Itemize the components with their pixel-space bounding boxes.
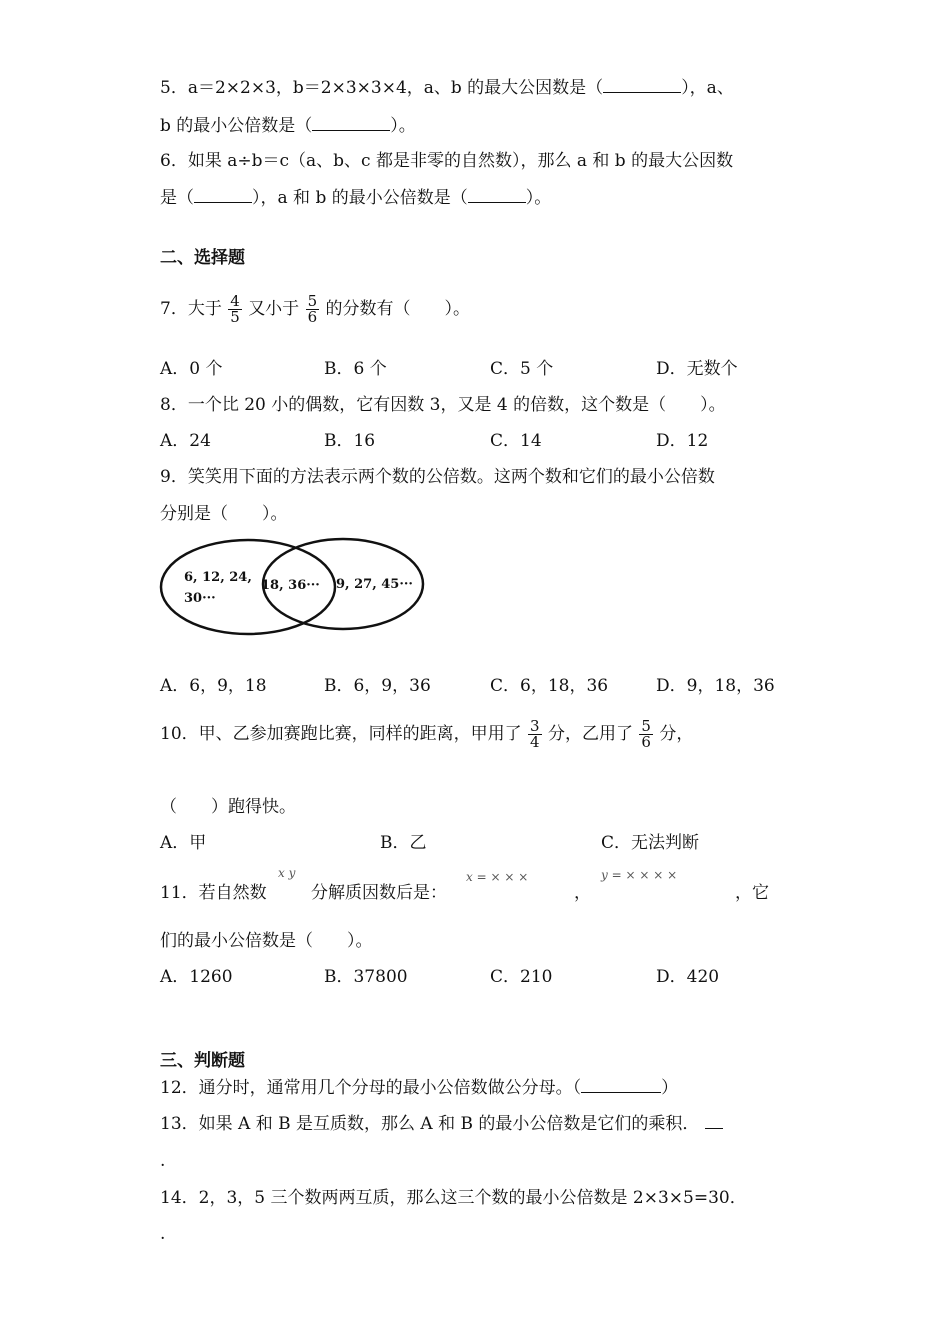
q12-question: 12．通分时，通常用几个分母的最小公倍数做公分母。（ ） [160, 1078, 679, 1098]
q7-fraction-4-5: $\frac{4}{5}$ [230, 292, 240, 326]
q8-option-a[interactable]: A．24 [160, 431, 211, 451]
q10-fraction-5-6: $\frac{5}{6}$ [641, 717, 651, 751]
q14-question: 14．2，3，5 三个数两两互质，那么这三个数的最小公倍数是 2×3×5=30． [160, 1188, 747, 1208]
q10-fraction-3-4: $\frac{3}{4}$ [530, 717, 540, 751]
q11-variables: x y [278, 866, 296, 880]
q6-line1: 6．如果 a÷b＝c（a、b、c 都是非零的自然数），那么 a 和 b 的最大公因数 [160, 151, 734, 171]
q7-option-b[interactable]: B．6 个 [324, 359, 387, 379]
q7-option-a[interactable]: A．0 个 [160, 359, 223, 379]
venn-right-label: 9, 27, 45··· [336, 577, 413, 592]
q5-blank-gcd[interactable] [603, 76, 681, 93]
q11-option-a[interactable]: A．1260 [160, 967, 233, 987]
q9-option-b[interactable]: B．6，9，36 [324, 676, 431, 696]
q11-prefix: 11．若自然数 [160, 883, 267, 903]
q11-question-line2: 们的最小公倍数是（ ）。 [160, 931, 373, 951]
q8-option-d[interactable]: D．12 [656, 431, 709, 451]
q11-option-b[interactable]: B．37800 [324, 967, 408, 987]
q11-suffix: ，它 [735, 883, 769, 903]
venn-left-label-line1: 6, 12, 24, [184, 570, 252, 585]
q9-option-c[interactable]: C．6，18，36 [490, 676, 609, 696]
q8-question: 8．一个比 20 小的偶数，它有因数 3，又是 4 的倍数，这个数是（ ）。 [160, 395, 726, 415]
q9-question-line1: 9．笑笑用下面的方法表示两个数的公倍数。这两个数和它们的最小公倍数 [160, 467, 715, 487]
venn-left-label-line2: 30··· [184, 591, 216, 606]
q6-blank-lcm[interactable] [468, 186, 526, 203]
q5-line1: 5．a＝2×2×3，b＝2×3×3×4，a、b 的最大公因数是（ ），a、 [160, 78, 734, 98]
q12-answer-blank[interactable] [581, 1076, 661, 1093]
q11-x-formula: x = × × × [466, 870, 529, 884]
q11-y-formula: y = × × × × [601, 868, 678, 882]
q9-option-d[interactable]: D．9，18，36 [656, 676, 775, 696]
q6-blank-gcd[interactable] [194, 186, 252, 203]
q11-option-d[interactable]: D．420 [656, 967, 720, 987]
q8-option-b[interactable]: B．16 [324, 431, 376, 451]
q10-question-line2: （ ）跑得快。 [160, 797, 296, 817]
q10-option-b[interactable]: B．乙 [380, 833, 427, 853]
section-judge-title: 三、判断题 [160, 1051, 245, 1071]
q5-blank-lcm[interactable] [312, 114, 390, 131]
q11-option-c[interactable]: C．210 [490, 967, 553, 987]
q10-question-line1: 10．甲、乙参加赛跑比赛，同样的距离，甲用了 $\frac{3}{4}$ 分，乙用了 $\frac{5}{6}$ 分， [160, 717, 694, 751]
q13-answer-blank[interactable] [705, 1112, 723, 1129]
q14-dot: . [160, 1224, 166, 1244]
q7-question: 7．大于 $\frac{4}{5}$ 又小于 $\frac{5}{6}$ 的分数有（ ）。 [160, 292, 471, 326]
q9-option-a[interactable]: A．6，9，18 [160, 676, 267, 696]
q13-question: 13．如果 A 和 B 是互质数，那么 A 和 B 的最小公倍数是它们的乘积． [160, 1112, 723, 1135]
q10-option-a[interactable]: A．甲 [160, 833, 207, 853]
q7-option-d[interactable]: D．无数个 [656, 359, 738, 379]
q5-line2: b 的最小公倍数是（ ）。 [160, 116, 416, 136]
q6-line2: 是（ ），a 和 b 的最小公倍数是（ ）。 [160, 188, 552, 208]
q9-question-line2: 分别是（ ）。 [160, 504, 288, 524]
q11-comma: ， [574, 883, 591, 903]
venn-middle-label: 18, 36··· [261, 578, 320, 593]
q13-dot: . [160, 1151, 166, 1171]
q7-fraction-5-6: $\frac{5}{6}$ [307, 292, 318, 326]
q11-mid: 分解质因数后是： [311, 883, 447, 903]
q7-option-c[interactable]: C．5 个 [490, 359, 554, 379]
section-choice-title: 二、选择题 [160, 248, 245, 268]
q8-option-c[interactable]: C．14 [490, 431, 542, 451]
q9-venn-diagram [158, 536, 430, 640]
q10-option-c[interactable]: C．无法判断 [601, 833, 700, 853]
